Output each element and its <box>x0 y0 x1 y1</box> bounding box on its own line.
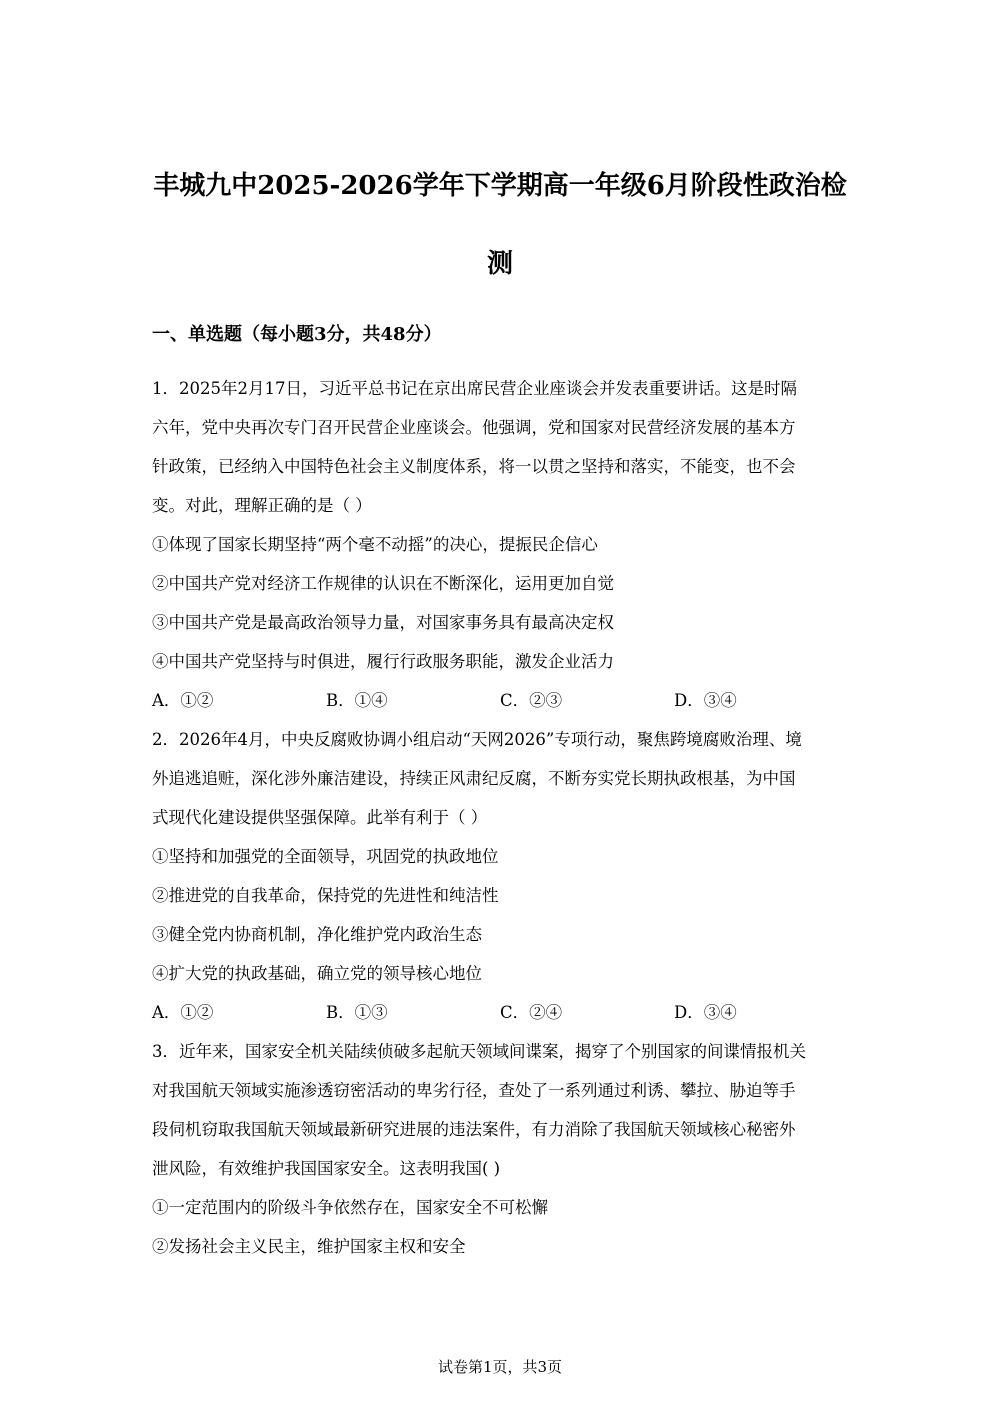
q1-option-d[interactable]: D．③④ <box>674 691 737 710</box>
q2-option-a[interactable]: A．①② <box>152 1003 214 1022</box>
q1-stem-line: 变。对此，理解正确的是（ ） <box>152 496 372 515</box>
q2-item: ③健全党内协商机制，净化维护党内政治生态 <box>152 925 482 944</box>
exam-title-line1: 丰城九中2025-2026学年下学期高一年级6月阶段性政治检 <box>153 171 847 201</box>
q2-item: ②推进党的自我革命，保持党的先进性和纯洁性 <box>152 886 499 905</box>
q3-stem-line: 泄风险，有效维护我国国家安全。这表明我国( ) <box>152 1159 501 1178</box>
q1-stem-line: 针政策，已经纳入中国特色社会主义制度体系，将一以贯之坚持和落实，不能变，也不会 <box>152 457 796 476</box>
q2-item: ④扩大党的执政基础，确立党的领导核心地位 <box>152 964 482 983</box>
q1-stem-line: 1．2025年2月17日，习近平总书记在京出席民营企业座谈会并发表重要讲话。这是时隔 <box>152 379 797 398</box>
page-footer: 试卷第1页，共3页 <box>437 1358 563 1376</box>
q1-option-a[interactable]: A．①② <box>152 691 214 710</box>
q2-item: ①坚持和加强党的全面领导，巩固党的执政地位 <box>152 847 499 866</box>
q1-item: ①体现了国家长期坚持“两个毫不动摇”的决心，提振民企信心 <box>152 535 598 554</box>
q1-option-c[interactable]: C．②③ <box>500 691 563 710</box>
q2-option-d[interactable]: D．③④ <box>674 1003 737 1022</box>
section-heading: 一、单选题（每小题3分，共48分） <box>152 324 442 345</box>
q2-stem-line: 外追逃追赃，深化涉外廉洁建设，持续正风肃纪反腐，不断夯实党长期执政根基，为中国 <box>152 769 796 788</box>
q2-stem-line: 2．2026年4月，中央反腐败协调小组启动“天网2026”专项行动，聚焦跨境腐败治理、境 <box>152 730 802 749</box>
q3-item: ①一定范围内的阶级斗争依然存在，国家安全不可松懈 <box>152 1198 548 1217</box>
q2-option-b[interactable]: B．①③ <box>326 1003 388 1022</box>
q1-option-b[interactable]: B．①④ <box>326 691 388 710</box>
q2-option-c[interactable]: C．②④ <box>500 1003 563 1022</box>
q3-item: ②发扬社会主义民主，维护国家主权和安全 <box>152 1237 466 1256</box>
q2-stem-line: 式现代化建设提供坚强保障。此举有利于（ ） <box>152 808 488 827</box>
q1-stem-line: 六年，党中央再次专门召开民营企业座谈会。他强调，党和国家对民营经济发展的基本方 <box>152 418 796 437</box>
q3-stem-line: 段伺机窃取我国航天领域最新研究进展的违法案件，有力消除了我国航天领域核心秘密外 <box>152 1120 796 1139</box>
q1-item: ③中国共产党是最高政治领导力量，对国家事务具有最高决定权 <box>152 613 614 632</box>
q1-item: ④中国共产党坚持与时俱进，履行行政服务职能，激发企业活力 <box>152 652 614 671</box>
q1-item: ②中国共产党对经济工作规律的认识在不断深化，运用更加自觉 <box>152 574 614 593</box>
q3-stem-line: 3．近年来，国家安全机关陆续侦破多起航天领域间谍案，揭穿了个别国家的间谍情报机关 <box>152 1042 806 1061</box>
exam-title-line2: 测 <box>486 249 513 279</box>
q3-stem-line: 对我国航天领域实施渗透窃密活动的卑劣行径，查处了一系列通过利诱、攀拉、胁迫等手 <box>152 1081 796 1100</box>
